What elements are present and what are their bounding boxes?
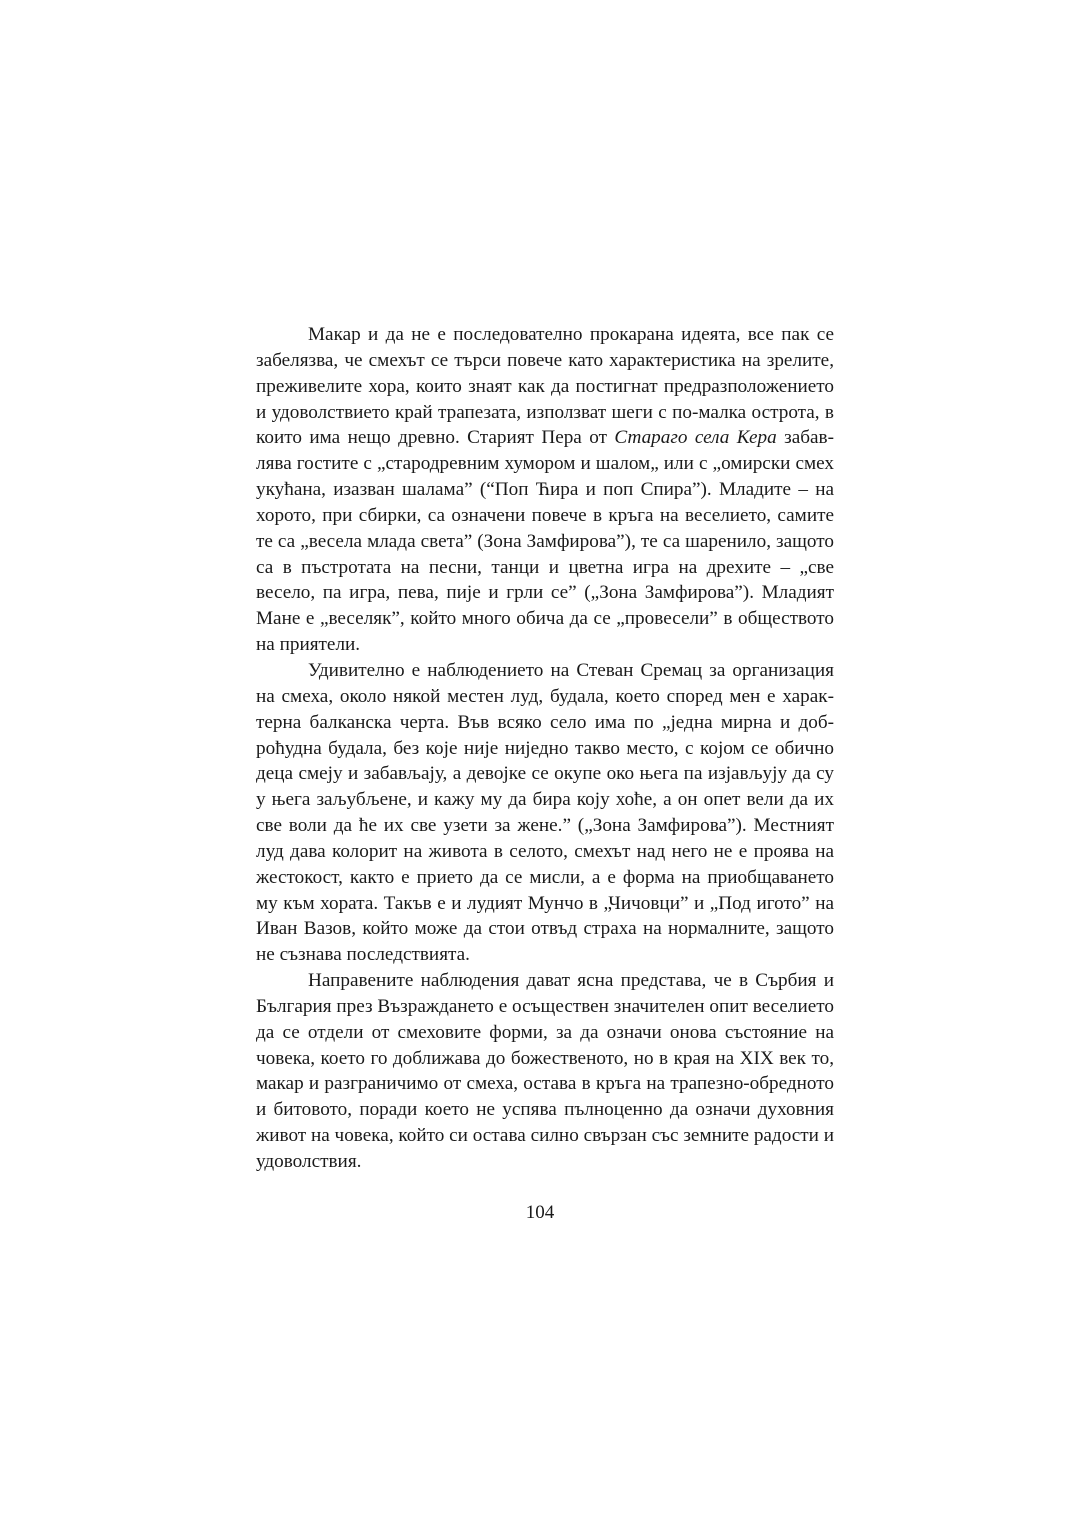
page-number: 104 (525, 1202, 555, 1223)
paragraph-1-lead: Макар и да не е последователно прокарана идеята, все пак се забелязва, че смехът се търси повече като характеристика на зрелите, преживелите хора, които знаят как да постигнат предразположението и удоволствието край трапезата, използват шеги с по-малка острота, в които има нещо древно. Старият Пера от (256, 324, 834, 449)
paragraph-3: Направените наблюдения дават ясна представа, че в Сърбия и България през Възраждането е осъществен значителен опит веселието да се отдели от смеховите форми, за да означи онова състояние на човека, което го доближава до божественото, но в края на XIX век то, макар и разграничимо от смеха, остава в кръга на трапезно-обредното и битовото, поради което не успява пълноценно да означи духовния живот на човека, който си остава силно свързан със земните радости и удоволствия. (256, 970, 834, 1172)
paragraph-1-italic-title: Стараго села Кера (614, 427, 777, 449)
body-text (256, 322, 834, 1175)
paragraph-1-rest: забавлява гостите с „стародревним хумором и шалом„ или с „омирски смех укућана, изазван шалама” (“Поп Ћира и поп Спира”). Младите – на хорото, при сбирки, са означени повече в кръга на веселието, самите те са „весела млада света” (Зона Замфирова”), те са шаренило, защото са в пъстротата на песни, танци и цветна игра на дрехите – „све весело, па игра, пева, пије и грли се” („Зона Замфирова”). Младият Мане е „веселяк”, който много обича да се „провесели” в обществото на приятели. (256, 427, 834, 656)
paragraph-1 (256, 322, 834, 658)
paragraph-2: Удивително е наблюдението на Стеван Сремац за организация на смеха, около някой местен луд, будала, което според мен е характерна балканска черта. Във всяко село има по „једна мирна и доброћудна будала, без које није ниједно такво место, с којом се обично деца смеју и забављају, а девојке се окупе око њега па изјављују да су у њега заљубљене, и кажу му да бира коју хоће, а он опет вели да их све воли да ће их све узети за жене.” („Зона Замфирова”). Местният луд дава колорит на живота в селото, смехът над него не е проява на жестокост, както е прието да се мисли, а е форма на приобщаването му към хората. Такъв е и лудият Мунчо в „Чичовци” и „Под игото” на Иван Вазов, който може да стои отвъд страха на нормалните, защото не съзнава последствията. (256, 659, 834, 966)
